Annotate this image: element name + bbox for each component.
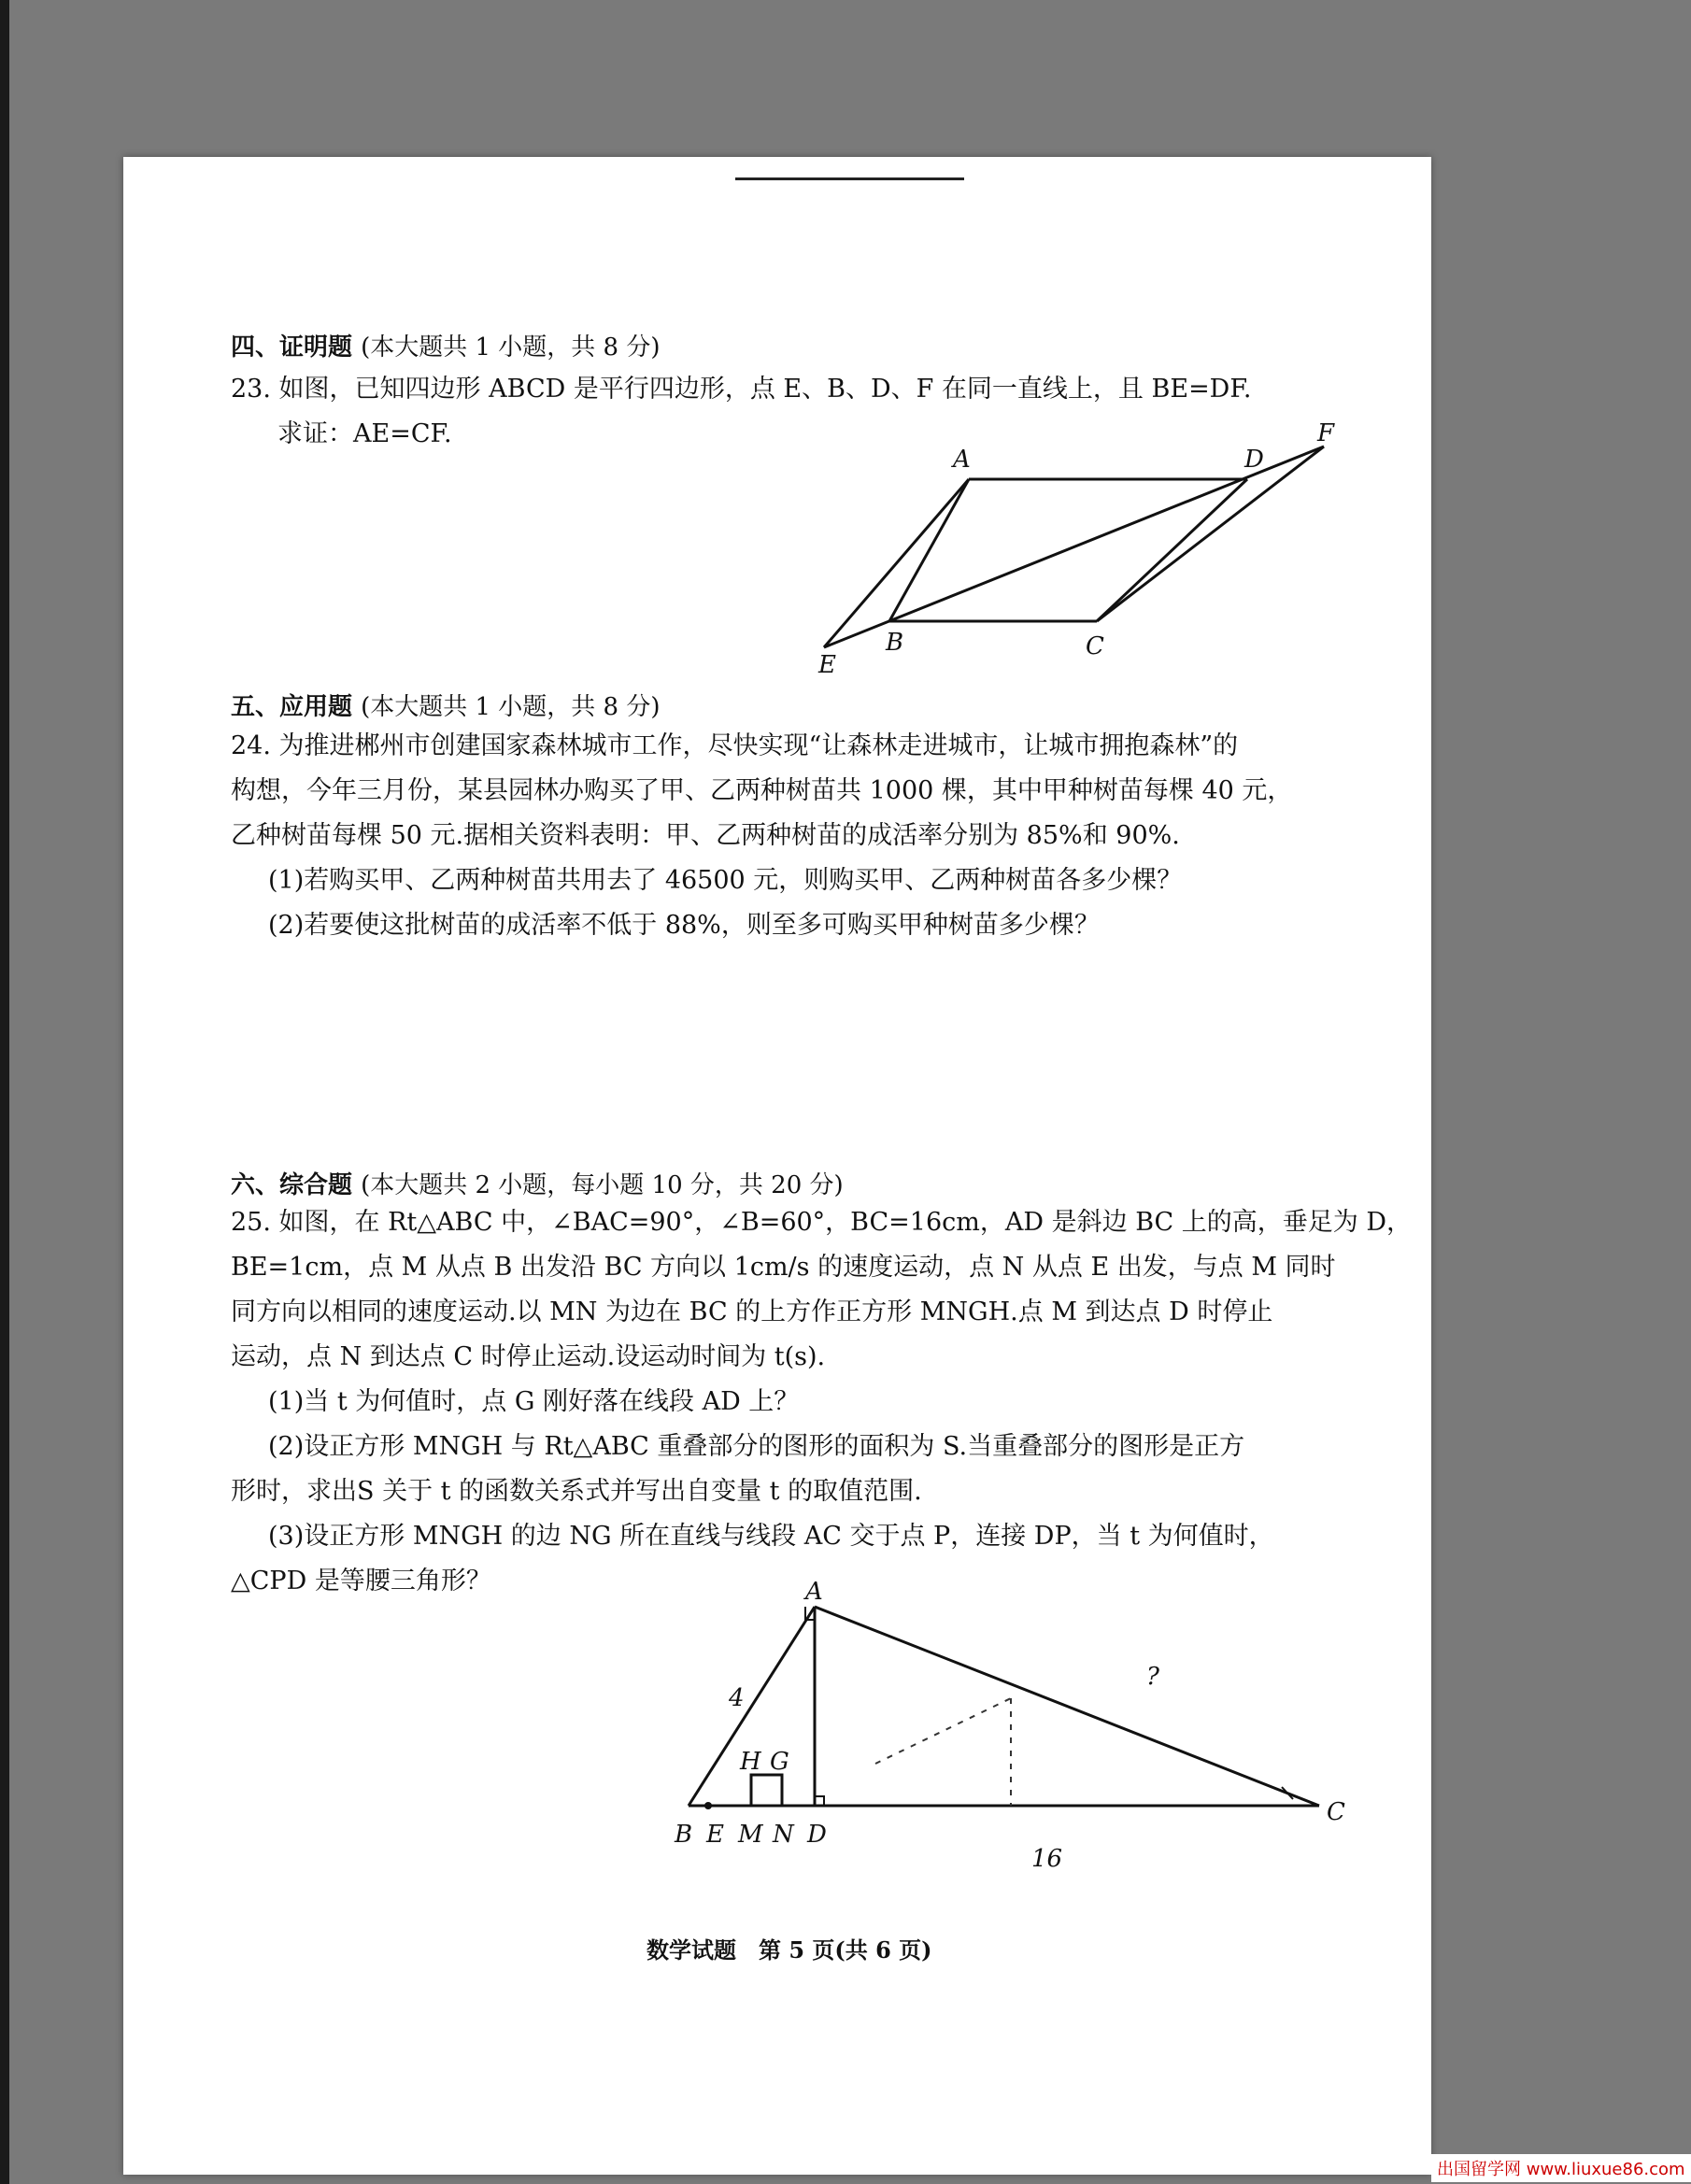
top-rule <box>735 177 964 180</box>
question-23-line1: 23. 如图，已知四边形 ABCD 是平行四边形，点 E、B、D、F 在同一直线上，且 BE=DF. <box>231 375 1252 404</box>
question-25-part3-line2: △CPD 是等腰三角形？ <box>231 1567 491 1595</box>
point-E-dot <box>704 1802 712 1809</box>
figure-23-parallelogram <box>815 419 1338 679</box>
label-A: A <box>805 1578 823 1606</box>
side-AC <box>815 1607 1319 1806</box>
section-5-note: (本大题共 1 小题，共 8 分) <box>361 693 661 721</box>
section-4-note: (本大题共 1 小题，共 8 分) <box>361 333 661 362</box>
question-25-part1: (1)当 t 为何值时，点 G 刚好落在线段 AD 上？ <box>268 1387 800 1416</box>
question-25-part2-line1: (2)设正方形 MNGH 与 Rt△ABC 重叠部分的图形的面积为 S.当重叠部分的图形是正方 <box>268 1432 1245 1461</box>
figure-25-right-triangle <box>665 1578 1375 1894</box>
handwritten-question-mark: ? <box>1146 1663 1159 1691</box>
question-24-part1: (1)若购买甲、乙两种树苗共用去了 46500 元，则购买甲、乙两种树苗各多少棵？ <box>268 866 1183 895</box>
question-24-line1: 24. 为推进郴州市创建国家森林城市工作，尽快实现“让森林走进城市，让城市拥抱森林”的 <box>231 731 1239 760</box>
label-C: C <box>1086 632 1104 660</box>
exam-page <box>123 157 1431 2175</box>
section-5-heading <box>231 688 661 722</box>
edge-BA <box>889 479 969 621</box>
label-D: D <box>807 1821 827 1849</box>
label-B: B <box>675 1821 693 1849</box>
label-C: C <box>1327 1798 1345 1826</box>
edge-DC <box>1097 479 1247 621</box>
label-H: H <box>740 1748 761 1776</box>
label-D: D <box>1244 446 1264 474</box>
section-4-heading <box>231 328 661 362</box>
question-24-line3: 乙种树苗每棵 50 元.据相关资料表明：甲、乙两种树苗的成活率分别为 85%和 90%. <box>231 821 1180 850</box>
handwritten-4: 4 <box>729 1684 745 1712</box>
label-M: M <box>738 1821 763 1849</box>
site-watermark: 出国留学网 www.liuxue86.com <box>1431 2154 1691 2182</box>
question-23-line2: 求证：AE=CF. <box>277 419 452 448</box>
label-A: A <box>953 446 971 474</box>
line-EF <box>824 447 1324 647</box>
section-6-title: 六、综合题 <box>231 1171 353 1199</box>
page-footer: 数学试题 第 5 页(共 6 页) <box>647 1936 932 1964</box>
question-25-part2-line2: 形时，求出S 关于 t 的函数关系式并写出自变量 t 的取值范围. <box>231 1477 922 1506</box>
question-25-line1: 25. 如图，在 Rt△ABC 中，∠BAC=90°，∠B=60°，BC=16cm，AD 是斜边 BC 上的高，垂足为 D， <box>231 1208 1413 1237</box>
question-25-part3-line1: (3)设正方形 MNGH 的边 NG 所在直线与线段 AC 交于点 P，连接 DP，当 t 为何值时， <box>268 1522 1274 1551</box>
question-25-line2: BE=1cm，点 M 从点 B 出发沿 BC 方向以 1cm/s 的速度运动，点 N 从点 E 出发，与点 M 同时 <box>231 1253 1336 1282</box>
label-E: E <box>818 651 836 679</box>
segment-CF <box>1097 447 1324 621</box>
label-F: F <box>1317 419 1335 447</box>
section-6-heading <box>231 1166 844 1200</box>
square-MNGH <box>751 1775 782 1806</box>
label-G: G <box>770 1748 789 1776</box>
label-N: N <box>773 1821 794 1849</box>
dashed-line-DP <box>875 1698 1011 1764</box>
label-B: B <box>886 629 904 657</box>
section-6-note: (本大题共 2 小题，每小题 10 分，共 20 分) <box>361 1171 844 1199</box>
scan-edge <box>0 0 9 2184</box>
label-E: E <box>706 1821 724 1849</box>
question-24-line2: 构想，今年三月份，某县园林办购买了甲、乙两种树苗共 1000 棵，其中甲种树苗每棵 40 元， <box>231 776 1293 805</box>
question-24-part2: (2)若要使这批树苗的成活率不低于 88%，则至多可购买甲种树苗多少棵？ <box>268 911 1100 940</box>
section-5-title: 五、应用题 <box>231 693 353 721</box>
question-25-line4: 运动，点 N 到达点 C 时停止运动.设运动时间为 t(s). <box>231 1342 826 1371</box>
question-25-line3: 同方向以相同的速度运动.以 MN 为边在 BC 的上方作正方形 MNGH.点 M 到达点 D 时停止 <box>231 1298 1273 1326</box>
section-4-title: 四、证明题 <box>231 333 353 362</box>
handwritten-16: 16 <box>1031 1845 1063 1873</box>
